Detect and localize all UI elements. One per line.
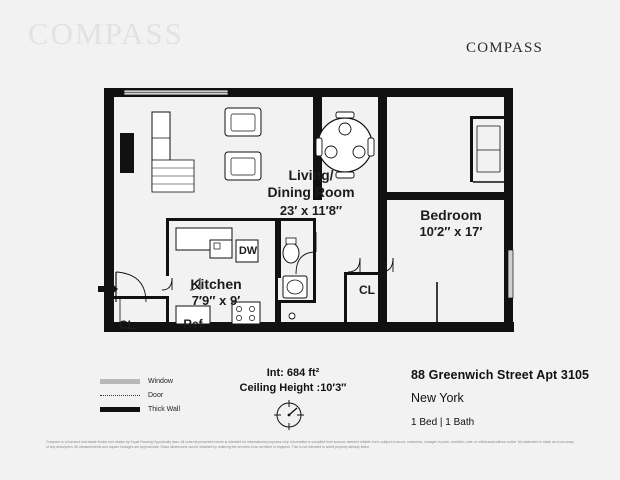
room-label-kitchen: Kitchen (190, 276, 242, 292)
address-line2: New York (411, 391, 464, 405)
closet-label-hall: CL (359, 283, 375, 297)
compass-logo: COMPASS (466, 40, 544, 56)
disclaimer-text: Compass is a licensed real estate broker and abides by Equal Housing Opportunity laws. All material presented herein is intended for informational purposes only. Information is compiled from sources deemed reliable but is subject to errors, omissions, changes in price, condition, sale, or withdrawal without notice. No statement is made as to accuracy of any description. All measurements and square footages are approximate. Exact dimensions can be obtained by retaining the services of an architect or engineer. This is not intended to solicit property already listed. (46, 440, 574, 450)
living-name-line2: Dining Room (267, 183, 355, 200)
legend-label-thick-wall: Thick Wall (148, 405, 181, 413)
refrigerator-label: Ref (183, 317, 203, 331)
legend-row-window (100, 374, 180, 388)
interior-area: Int: 684 ft² (266, 367, 320, 379)
legend-row-door (100, 388, 180, 402)
legend (100, 374, 180, 416)
address-line3: 1 Bed | 1 Bath (411, 417, 475, 428)
address-block (411, 368, 589, 428)
legend-row-thick-wall (100, 402, 180, 416)
closet-label-left: CL (119, 318, 135, 332)
thick-wall-swatch-icon (100, 407, 140, 412)
living-name-line1: Living/ (288, 167, 334, 183)
watermark-logo: COMPASS (28, 16, 184, 51)
room-dim-bedroom: 10′2″ x 17′ (419, 224, 483, 239)
room-label-bedroom: Bedroom (420, 207, 482, 223)
room-dim-living: 23′ x 11′8″ (279, 203, 343, 218)
room-dim-kitchen: 7′9″ x 9′ (191, 293, 241, 308)
door-swatch-icon (100, 395, 140, 396)
address-line1: 88 Greenwich Street Apt 3105 (411, 368, 590, 382)
dishwasher-label: DW (238, 245, 258, 257)
legend-label-door: Door (148, 391, 164, 399)
room-label-living (256, 167, 366, 200)
compass-rose-icon (272, 398, 306, 432)
window-swatch-icon (100, 379, 140, 384)
ceiling-height: Ceiling Height :10′3″ (239, 382, 347, 395)
legend-label-window: Window (148, 377, 173, 385)
unit-stats (228, 366, 358, 397)
